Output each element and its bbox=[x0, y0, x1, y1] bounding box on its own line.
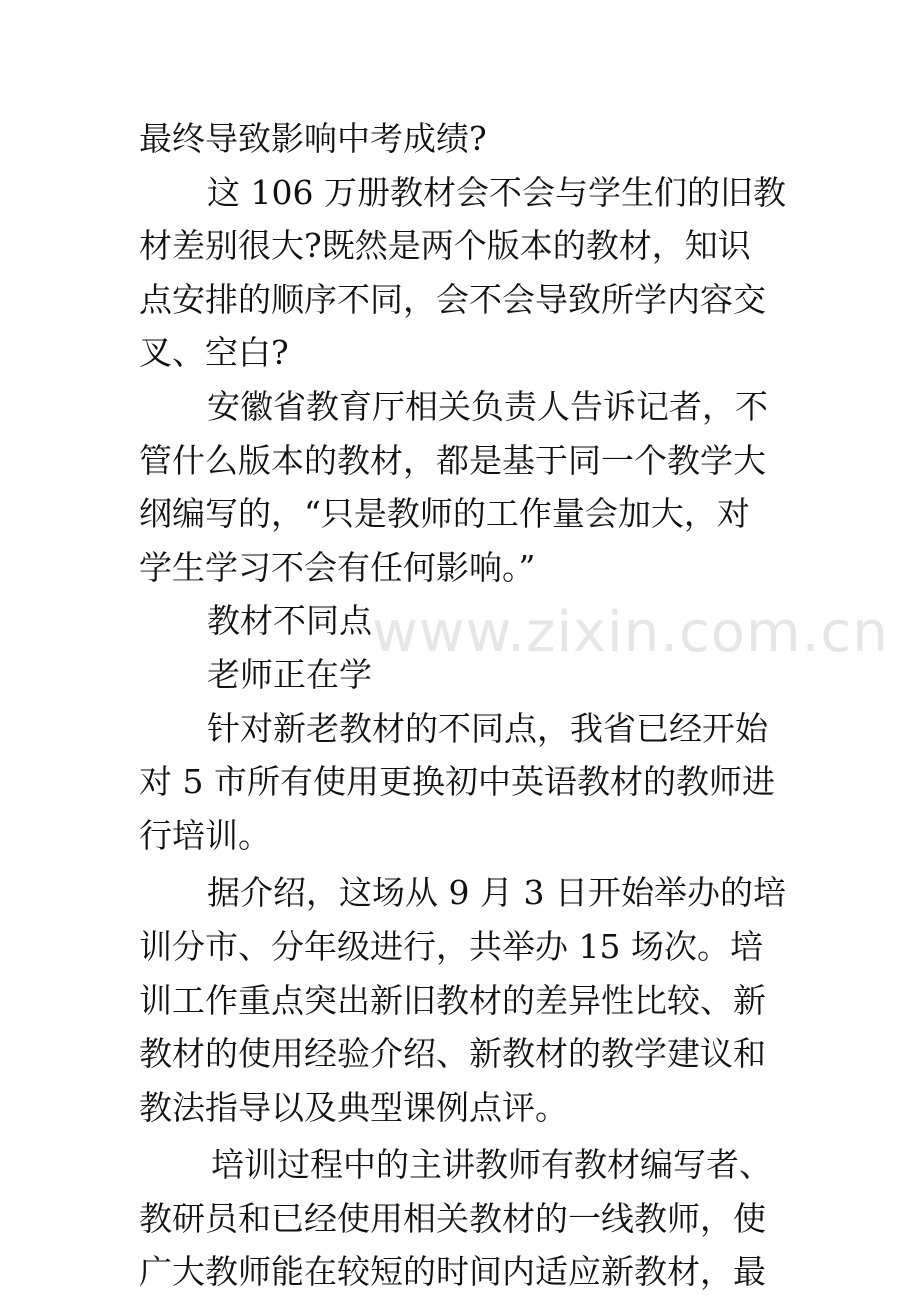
text-line: 叉、空白? bbox=[139, 333, 289, 373]
text-line: 老师正在学 bbox=[207, 654, 372, 694]
text-line: 材差别很大?既然是两个版本的教材，知识 bbox=[139, 226, 751, 266]
text-line: 培训过程中的主讲教师有教材编写者、 bbox=[211, 1145, 772, 1185]
text-line: 纲编写的，“只是教师的工作量会加大，对 bbox=[139, 494, 750, 534]
text-line: 管什么版本的教材，都是基于同一个教学大 bbox=[139, 440, 766, 480]
text-line: 教研员和已经使用相关教材的一线教师，使 bbox=[139, 1198, 766, 1238]
text-line: 据介绍，这场从 9 月 3 日开始举办的培 bbox=[207, 873, 786, 913]
text-line: 教法指导以及典型课例点评。 bbox=[139, 1087, 568, 1127]
text-line: 最终导致影响中考成绩? bbox=[139, 119, 487, 158]
text-line: 训工作重点突出新旧教材的差异性比较、新 bbox=[139, 980, 766, 1020]
text-line: 这 106 万册教材会不会与学生们的旧教 bbox=[207, 172, 786, 212]
text-line: 训分市、分年级进行，共举办 15 场次。培 bbox=[139, 926, 763, 966]
watermark-text: www.zixin.com.cn bbox=[372, 600, 889, 665]
body-text bbox=[139, 112, 789, 1299]
text-line: 教材不同点 bbox=[207, 601, 372, 641]
text-line: 点安排的顺序不同，会不会导致所学内容交 bbox=[139, 279, 766, 319]
text-line: 安徽省教育厅相关负责人告诉记者，不 bbox=[207, 386, 768, 426]
text-line: 对 5 市所有使用更换初中英语教材的教师进 bbox=[139, 762, 775, 802]
text-line: 教材的使用经验介绍、新教材的教学建议和 bbox=[139, 1034, 766, 1074]
text-line: 针对新老教材的不同点，我省已经开始 bbox=[207, 708, 768, 748]
text-line: 学生学习不会有任何影响。” bbox=[139, 547, 536, 587]
text-line: 广大教师能在较短的时间内适应新教材，最 bbox=[139, 1252, 766, 1292]
text-line: 行培训。 bbox=[139, 815, 271, 855]
